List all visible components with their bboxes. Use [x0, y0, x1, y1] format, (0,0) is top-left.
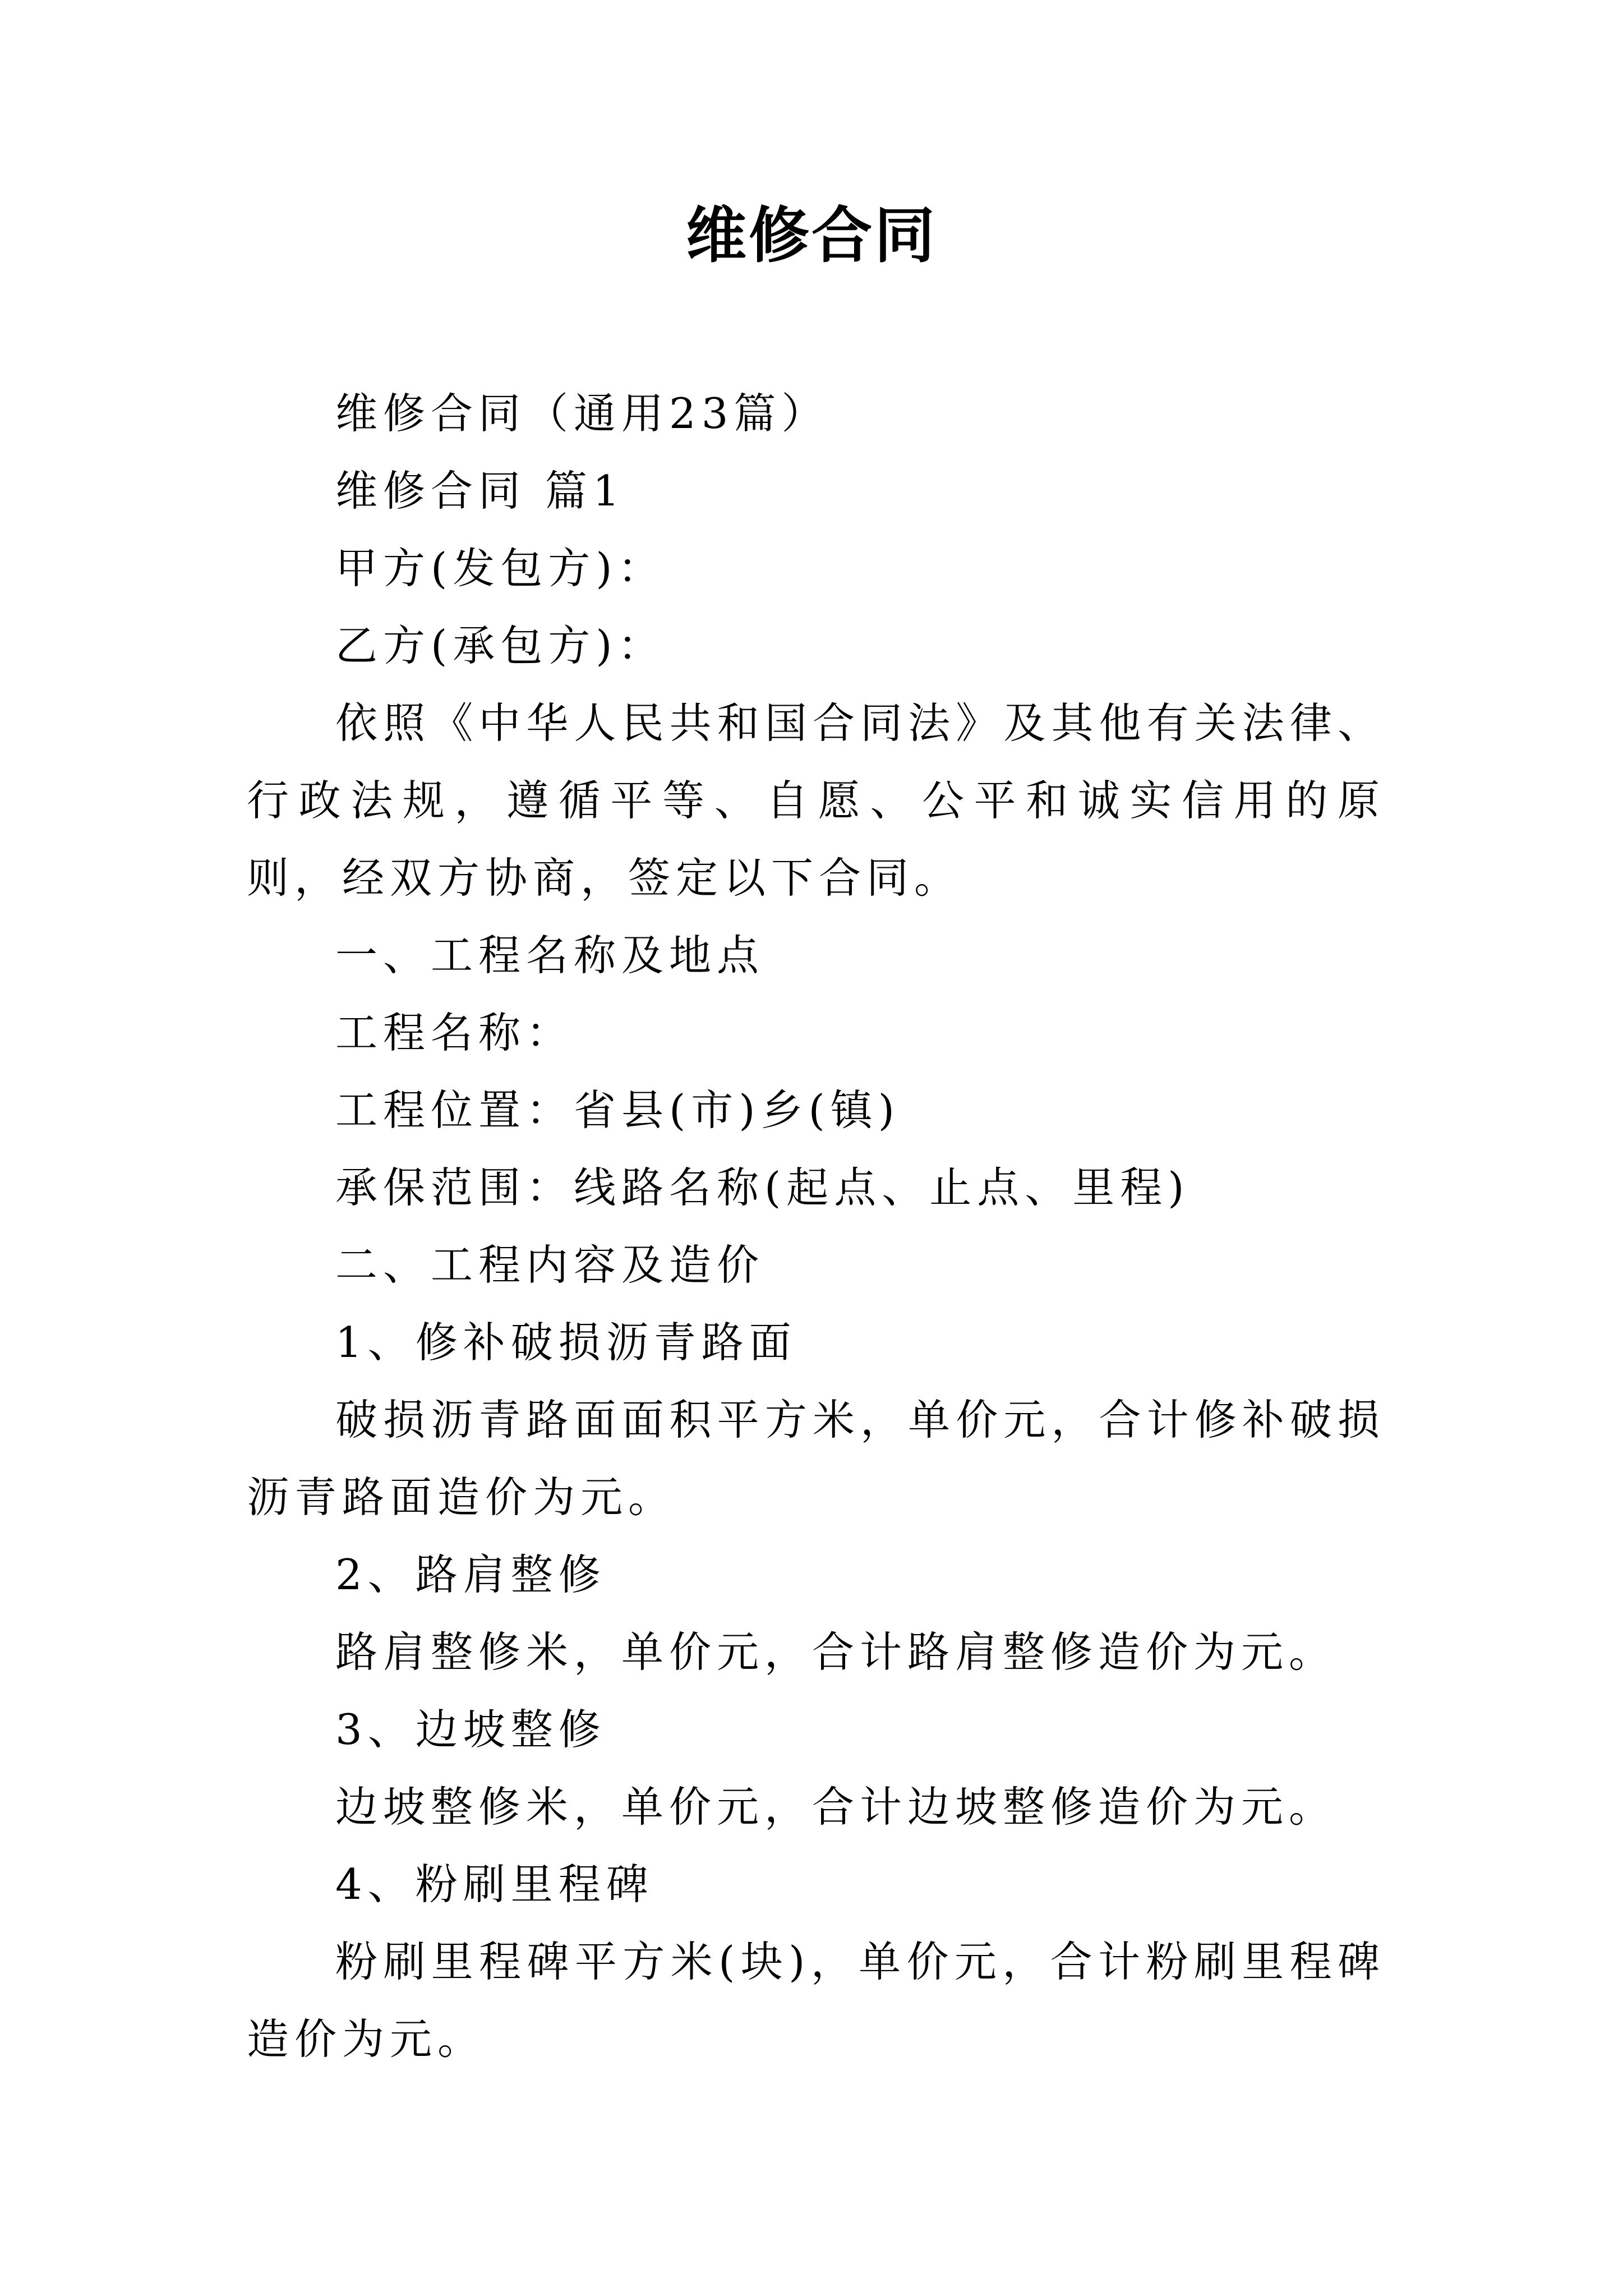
- item-heading-4: 4、粉刷里程碑: [335, 1860, 654, 1909]
- item-heading-2: 2、路肩整修: [335, 1550, 606, 1599]
- item-text-2: 路肩整修米，单价元，合计路肩整修造价为元。: [335, 1627, 1337, 1677]
- party-a-line: 甲方(发包方)：: [335, 544, 666, 593]
- project-name-line: 工程名称：: [335, 1008, 574, 1057]
- item-text-3: 边坡整修米，单价元，合计边坡整修造价为元。: [335, 1782, 1337, 1832]
- document-body: [247, 375, 1385, 2078]
- doc-heading-collection: 维修合同（通用23篇）: [335, 389, 829, 438]
- doc-heading-part-1: 维修合同 篇1: [335, 466, 625, 516]
- item-text-1: 破损沥青路面面积平方米，单价元，合计修补破损沥青路面造价为元。: [247, 1395, 1385, 1522]
- item-heading-3: 3、边坡整修: [335, 1705, 606, 1754]
- item-text-4: 粉刷里程碑平方米(块)，单价元，合计粉刷里程碑造价为元。: [247, 1937, 1385, 2064]
- section-heading-content: 二、工程内容及造价: [335, 1240, 765, 1290]
- preamble-paragraph: 依照《中华人民共和国合同法》及其他有关法律、行政法规，遵循平等、自愿、公平和诚实信用的原则，经双方协商，签定以下合同。: [247, 698, 1385, 903]
- project-location-line: 工程位置：省县(市)乡(镇): [335, 1085, 901, 1135]
- scope-line: 承保范围：线路名称(起点、止点、里程): [335, 1163, 1190, 1212]
- item-heading-1: 1、修补破损沥青路面: [335, 1318, 797, 1367]
- section-heading-project: 一、工程名称及地点: [335, 931, 765, 980]
- document-title: 维修合同: [685, 200, 937, 271]
- party-b-line: 乙方(承包方)：: [335, 621, 666, 670]
